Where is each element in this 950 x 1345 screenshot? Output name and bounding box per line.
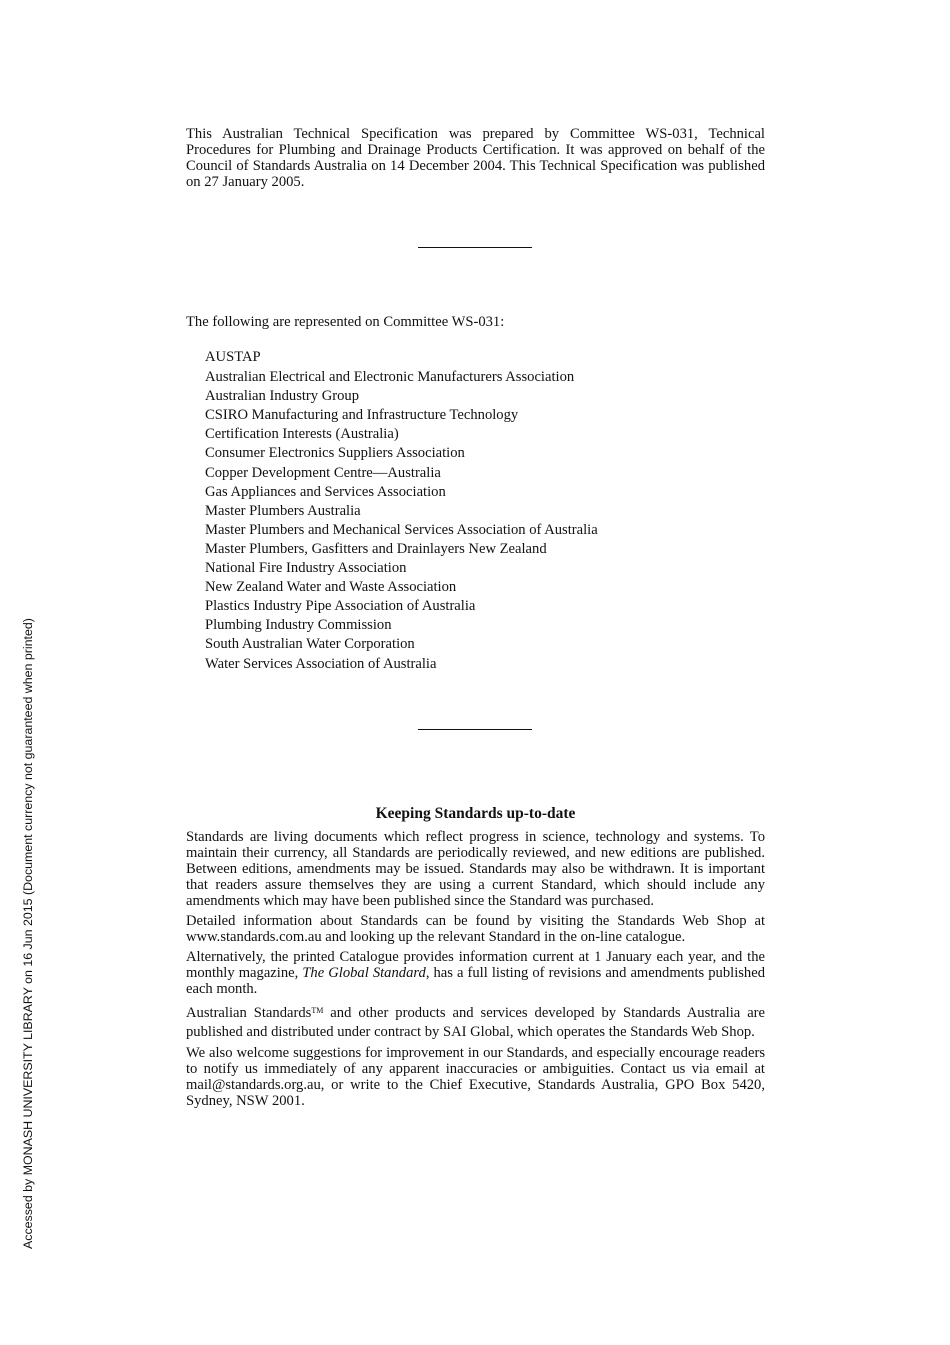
committee-member: Australian Industry Group — [205, 388, 360, 405]
committee-member: Master Plumbers and Mechanical Services Association of Australia — [205, 521, 598, 538]
committee-member: Certification Interests (Australia) — [205, 426, 399, 443]
committee-member: CSIRO Manufacturing and Infrastructure Technology — [205, 407, 519, 424]
committee-member: Master Plumbers, Gasfitters and Drainlayers New Zealand — [205, 540, 547, 557]
committee-member: Master Plumbers Australia — [205, 502, 361, 519]
access-watermark: Accessed by MONASH UNIVERSITY LIBRARY on 16 Jun 2015 (Document currency not guaranteed when printed) — [21, 618, 35, 1249]
catalogue-text-end: , has a full listing of revisions and amendments published each month. — [186, 965, 765, 997]
committee-member: Plastics Industry Pipe Association of Australia — [205, 598, 476, 615]
committee-member: South Australian Water Corporation — [205, 636, 415, 653]
keeping-standards-section — [186, 805, 765, 1113]
magazine-title: The Global Standard — [302, 965, 426, 981]
committee-member: Australian Electrical and Electronic Manufacturers Association — [205, 369, 575, 386]
trademark-mark: TM — [311, 1006, 324, 1015]
committee-member: AUSTAP — [205, 349, 261, 365]
paragraph-sai-global — [186, 1001, 765, 1042]
committee-member: Gas Appliances and Services Association — [205, 483, 446, 500]
section-divider — [418, 729, 532, 730]
committee-member: Consumer Electronics Suppliers Association — [205, 445, 465, 462]
preparation-statement: This Australian Technical Specification was prepared by Committee WS-031, Technical Procedures for Plumbing and Drainage Products Certification. It was approved on behalf of the Council of Standards Australia on 14 December 2004. This Technical Specification was published on 27 January 2005. — [186, 126, 765, 190]
catalogue-text: Alternatively, the printed Catalogue provides information current at 1 January each year, and the monthly magazine, — [186, 949, 765, 981]
committee-member-list — [205, 348, 598, 674]
committee-member: New Zealand Water and Waste Association — [205, 579, 457, 596]
paragraph-catalogue — [186, 949, 765, 997]
committee-member: Water Services Association of Australia — [205, 655, 437, 672]
paragraph-feedback: We also welcome suggestions for improvement in our Standards, and especially encourage readers to notify us immediately of any apparent inaccuracies or ambiguities. Contact us via email at mail@standards.org.au, or write to the Chief Executive, Standards Australia, GPO Box 5420, Sydney, NSW 2001. — [186, 1045, 765, 1109]
committee-member: Copper Development Centre—Australia — [205, 464, 441, 481]
paragraph-living-documents: Standards are living documents which reflect progress in science, technology and systems. To maintain their currency, all Standards are periodically reviewed, and new editions are published. Between editions, amendments may be issued. Standards may also be withdrawn. It is important that readers assure themselves they are using a current Standard, which should include any amendments which may have been published since the Standard was purchased. — [186, 829, 765, 909]
section-title: Keeping Standards up-to-date — [375, 805, 576, 822]
section-divider — [418, 247, 532, 248]
sai-global-text: and other products and services developed by Standards Australia are published and distributed under contract by SAI Global, which operates the Standards Web Shop. — [186, 1005, 766, 1040]
committee-member: National Fire Industry Association — [205, 560, 407, 577]
committee-heading: The following are represented on Committee WS-031: — [186, 314, 505, 330]
paragraph-web-shop: Detailed information about Standards can be found by visiting the Standards Web Shop at www.standards.com.au and looking up the relevant Standard in the on-line catalogue. — [186, 913, 765, 945]
brand-name: Australian Standards — [186, 1005, 312, 1021]
committee-member: Plumbing Industry Commission — [205, 617, 392, 634]
